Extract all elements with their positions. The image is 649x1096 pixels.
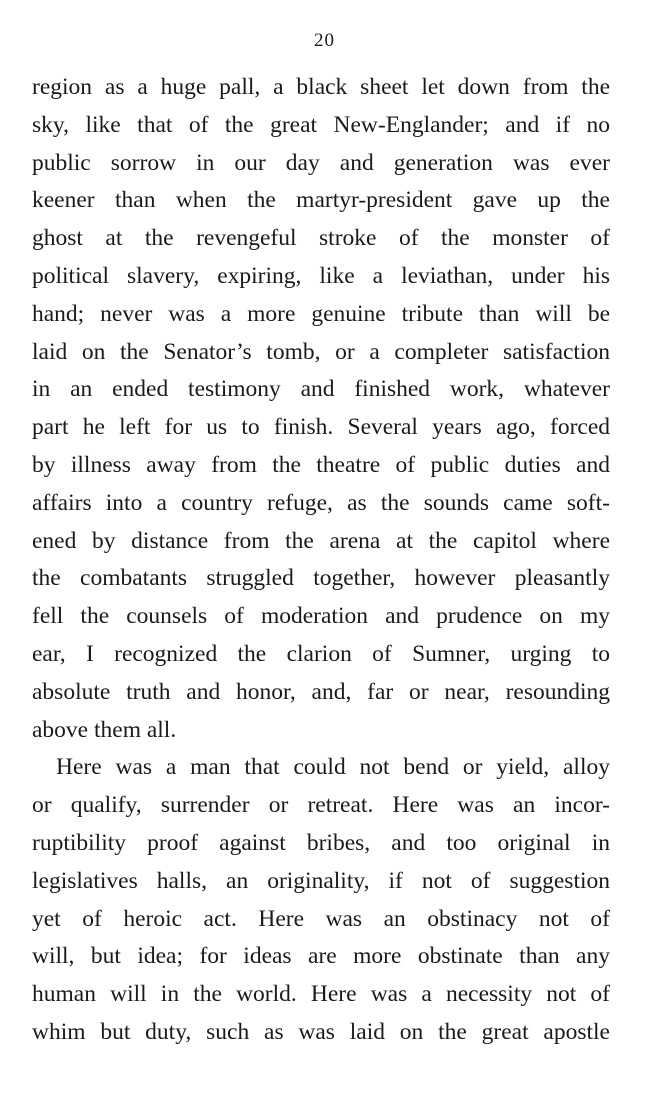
text-line: affairs into a country refuge, as the sounds came soft- [32, 489, 610, 516]
text-line: sky, like that of the great New-Englander; and if no [32, 111, 610, 138]
text-line: will, but idea; for ideas are more obstinate than any [32, 943, 610, 970]
text-line: fell the counsels of moderation and prudence on my [32, 603, 610, 630]
text-line: human will in the world. Here was a necessity not of [32, 981, 610, 1008]
page-number: 20 [314, 30, 335, 51]
text-line: the combatants struggled together, however pleasantly [32, 565, 610, 592]
text-line: absolute truth and honor, and, far or near, resounding [32, 678, 610, 705]
text-line: ghost at the revengeful stroke of the monster of [32, 225, 610, 252]
text-line: legislatives halls, an originality, if not of suggestion [32, 867, 610, 894]
body-text [32, 69, 610, 1052]
text-line: laid on the Senator’s tomb, or a completer satisfaction [32, 338, 610, 365]
text-line: ruptibility proof against bribes, and too original in [32, 829, 610, 856]
text-line: part he left for us to finish. Several years ago, forced [32, 414, 610, 441]
text-line: political slavery, expiring, like a leviathan, under his [32, 262, 610, 289]
text-line: in an ended testimony and finished work, whatever [32, 376, 610, 403]
text-line: Here was a man that could not bend or yield, alloy [56, 754, 610, 781]
text-line: keener than when the martyr-president gave up the [32, 187, 610, 214]
text-line: yet of heroic act. Here was an obstinacy not of [32, 905, 610, 932]
text-line: public sorrow in our day and generation was ever [32, 149, 610, 176]
text-line: or qualify, surrender or retreat. Here was an incor- [32, 792, 610, 819]
text-line: above them all. [32, 716, 177, 743]
text-line: ear, I recognized the clarion of Sumner, urging to [32, 640, 610, 667]
text-line: whim but duty, such as was laid on the great apostle [32, 1018, 610, 1045]
text-line: region as a huge pall, a black sheet let down from the [32, 74, 610, 100]
text-line: hand; never was a more genuine tribute than will be [32, 300, 610, 327]
text-line: by illness away from the theatre of public duties and [32, 451, 610, 478]
text-line: ened by distance from the arena at the capitol where [32, 527, 610, 554]
